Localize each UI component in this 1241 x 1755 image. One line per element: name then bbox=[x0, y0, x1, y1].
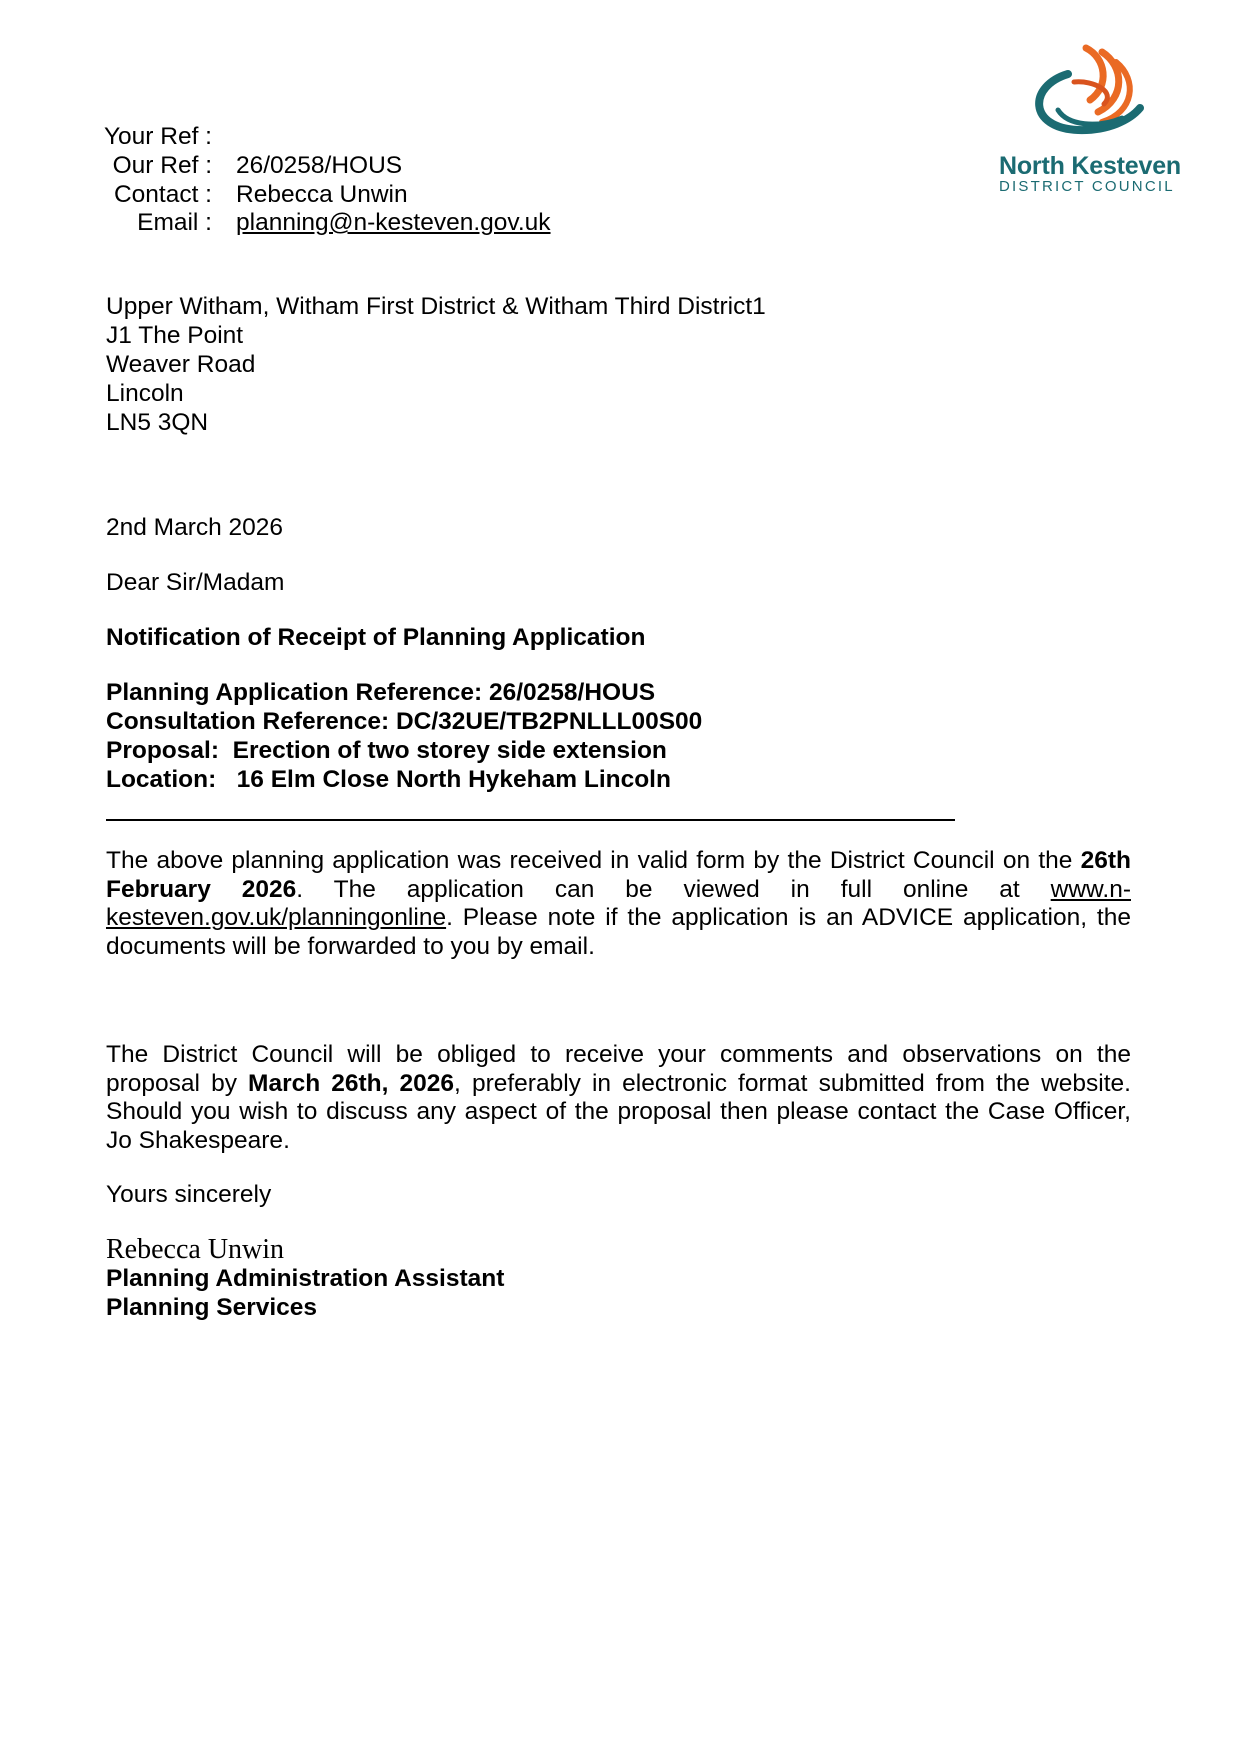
planning-reference: Planning Application Reference: 26/0258/HOUS bbox=[106, 679, 656, 706]
letter-date: 2nd March 2026 bbox=[106, 514, 284, 541]
paragraph-text: The above planning application was received in valid form by the District Council on the bbox=[106, 847, 1081, 874]
closing: Yours sincerely bbox=[106, 1181, 272, 1208]
planning-online-link[interactable]: www.n-kesteven.gov.uk/planningonline bbox=[106, 875, 1131, 932]
signature: Rebecca Unwin bbox=[106, 1234, 285, 1265]
our-ref-value: 26/0258/HOUS bbox=[236, 152, 403, 179]
letter-heading: Notification of Receipt of Planning Application bbox=[106, 624, 646, 651]
proposal: Proposal: Erection of two storey side extension bbox=[106, 737, 667, 764]
consultation-reference: Consultation Reference: DC/32UE/TB2PNLLL00S00 bbox=[106, 708, 703, 735]
address-line: Upper Witham, Witham First District & Witham Third District1 bbox=[106, 293, 766, 320]
contact-label: Contact : bbox=[113, 181, 212, 208]
divider bbox=[106, 819, 955, 821]
logo-name: North Kesteven bbox=[999, 152, 1181, 180]
application-details bbox=[106, 678, 702, 794]
comment-deadline: March 26th, 2026 bbox=[248, 1069, 455, 1097]
paragraph-text: . Please note if the application is an ADVICE application, the documents will be forwarded to you by email. bbox=[106, 904, 1131, 961]
paragraph-text: . The application can be viewed in full online at bbox=[296, 875, 1051, 903]
signature-block bbox=[106, 1264, 504, 1322]
signatory-title: Planning Administration Assistant bbox=[106, 1265, 505, 1292]
salutation: Dear Sir/Madam bbox=[106, 569, 285, 596]
email-label: Email : bbox=[137, 209, 212, 236]
email-link[interactable]: planning@n-kesteven.gov.uk bbox=[236, 209, 551, 236]
address-line: Weaver Road bbox=[106, 351, 256, 378]
address-line: J1 The Point bbox=[106, 322, 244, 349]
address-line: LN5 3QN bbox=[106, 409, 209, 436]
recipient-address bbox=[106, 292, 766, 437]
paragraph-text: , preferably in electronic format submitted from the website. Should you wish to discuss any aspect of the proposal then please contact the Case Officer, Jo Shakespeare. bbox=[106, 1069, 1131, 1155]
received-date: 26th February 2026 bbox=[106, 847, 1131, 903]
our-ref-label: Our Ref : bbox=[112, 152, 212, 179]
contact-value: Rebecca Unwin bbox=[236, 181, 408, 208]
location: Location: 16 Elm Close North Hykeham Lincoln bbox=[106, 766, 671, 793]
comments-paragraph bbox=[106, 1041, 1131, 1156]
paragraph-text: The District Council will be obliged to receive your comments and observations on the proposal by bbox=[106, 1041, 1131, 1097]
address-line: Lincoln bbox=[106, 380, 184, 407]
signatory-department: Planning Services bbox=[106, 1294, 318, 1321]
logo-subtitle: DISTRICT COUNCIL bbox=[999, 178, 1175, 195]
receipt-paragraph bbox=[106, 847, 1131, 962]
your-ref-label: Your Ref : bbox=[103, 123, 212, 150]
